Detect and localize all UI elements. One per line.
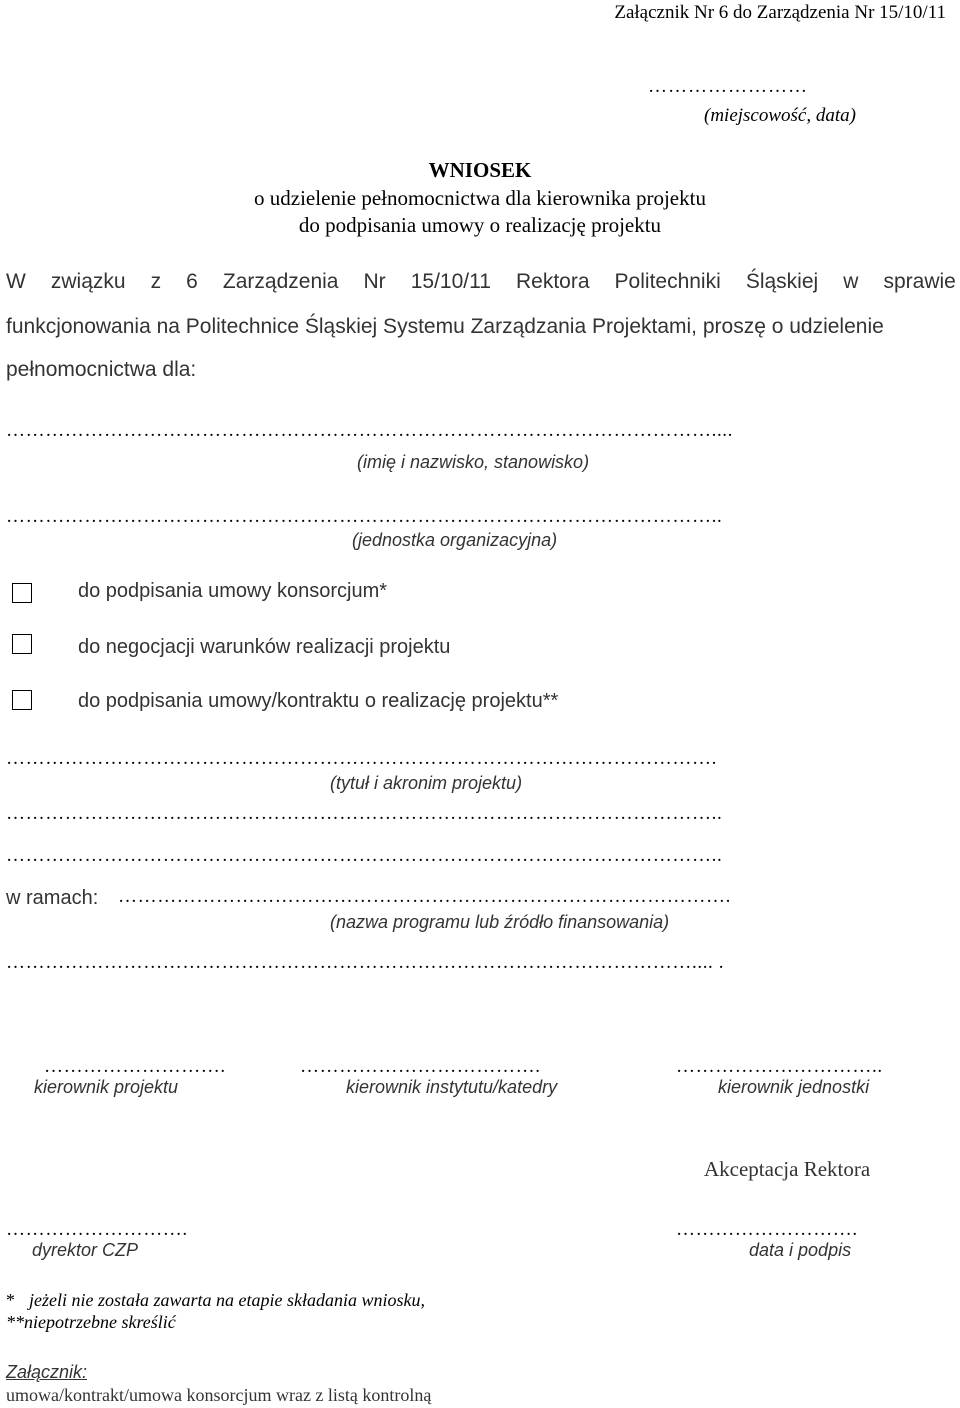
intro-line-3: pełnomocnictwa dla:: [6, 358, 197, 381]
place-date-caption: (miejscowość, data): [704, 105, 856, 126]
footnote-mark: *: [6, 1290, 15, 1310]
date-signature-line[interactable]: ……………………….: [676, 1219, 858, 1240]
project-title-caption: (tytuł i akronim projektu): [330, 773, 523, 793]
organizational-unit-field[interactable]: ………………………………………………………………………………………………..: [6, 506, 723, 527]
institute-head-signature-line[interactable]: ……………………………….: [300, 1056, 541, 1077]
option-consortium-label: [78, 580, 387, 603]
project-manager-caption: kierownik projektu: [34, 1077, 179, 1097]
intro-word: związku: [50, 270, 126, 293]
footnote-1-text: jeżeli nie została zawarta na etapie składania wniosku,: [29, 1290, 425, 1310]
date-signature-caption: data i podpis: [749, 1240, 852, 1260]
intro-line-1: [6, 270, 956, 294]
project-title-field-line-2[interactable]: ………………………………………………………………………………………………..: [6, 803, 723, 824]
intro-word: z: [150, 270, 162, 293]
option-negotiation-checkbox[interactable]: [12, 634, 32, 654]
option-consortium-checkbox[interactable]: [12, 583, 32, 603]
program-field-line-2[interactable]: …………………………………………………………………………………………….... .: [6, 952, 725, 973]
unit-head-signature-line[interactable]: …………………………..: [676, 1056, 883, 1077]
option-label-suffix: **: [542, 690, 559, 712]
project-manager-signature-line[interactable]: ……………………….: [44, 1056, 226, 1077]
intro-line-2: funkcjonowania na Politechnice Śląskiej Systemu Zarządzania Projektami, proszę o udzielenie: [6, 315, 884, 338]
document-subtitle-line-2: do podpisania umowy o realizację projektu: [298, 213, 662, 237]
intro-word: sprawie: [883, 270, 956, 293]
intro-word: Politechniki: [614, 270, 721, 293]
footnote-2: **niepotrzebne skreślić: [6, 1312, 176, 1332]
intro-word: Śląskiej: [745, 270, 819, 293]
attachment-text: umowa/kontrakt/umowa konsorcjum wraz z listą kontrolną: [6, 1385, 432, 1405]
czp-director-caption: dyrektor CZP: [32, 1240, 139, 1260]
intro-word: Rektora: [515, 270, 590, 293]
option-label-text: do podpisania umowy konsorcjum: [78, 580, 380, 602]
footnote-1: [6, 1290, 425, 1311]
place-date-line: ……………………: [648, 76, 808, 97]
project-title-field[interactable]: ……………………………………………………………………………………………….: [6, 748, 717, 769]
institute-head-caption: kierownik instytutu/katedry: [346, 1077, 558, 1097]
intro-word: 15/10/11: [410, 270, 491, 293]
option-label-text: do negocjacji warunków realizacji projektu: [78, 636, 451, 658]
organizational-unit-caption: (jednostka organizacyjna): [352, 530, 558, 550]
option-negotiation-label: [78, 636, 450, 659]
program-caption: (nazwa programu lub źródło finansowania): [330, 912, 670, 932]
name-position-caption: (imię i nazwisko, stanowisko): [357, 452, 590, 472]
annex-reference: Załącznik Nr 6 do Zarządzenia Nr 15/10/11: [614, 2, 946, 23]
intro-word: Zarządzenia: [222, 270, 339, 293]
rector-acceptance-label: Akceptacja Rektora: [704, 1157, 871, 1181]
name-position-field[interactable]: ………………………………………………………………………………………………....: [6, 420, 733, 441]
option-contract-label: [78, 690, 558, 713]
intro-word: Nr: [363, 270, 386, 293]
document-subtitle-line-1: o udzielenie pełnomocnictwa dla kierownika projektu: [254, 186, 706, 210]
intro-word: w: [843, 270, 859, 293]
option-contract-checkbox[interactable]: [12, 690, 32, 710]
attachment-label: Załącznik:: [6, 1362, 88, 1382]
program-field[interactable]: ………………………………………………………………………………….: [118, 886, 731, 907]
document-title: WNIOSEK: [428, 158, 532, 182]
intro-word: W: [6, 270, 26, 293]
within-label: w ramach:: [6, 887, 99, 909]
intro-word: 6: [186, 270, 198, 293]
czp-director-signature-line[interactable]: ……………………….: [6, 1219, 188, 1240]
option-label-text: do podpisania umowy/kontraktu o realizację projektu: [78, 690, 543, 712]
unit-head-caption: kierownik jednostki: [718, 1077, 870, 1097]
option-label-suffix: *: [379, 580, 388, 602]
project-title-field-line-3[interactable]: ………………………………………………………………………………………………..: [6, 845, 723, 866]
